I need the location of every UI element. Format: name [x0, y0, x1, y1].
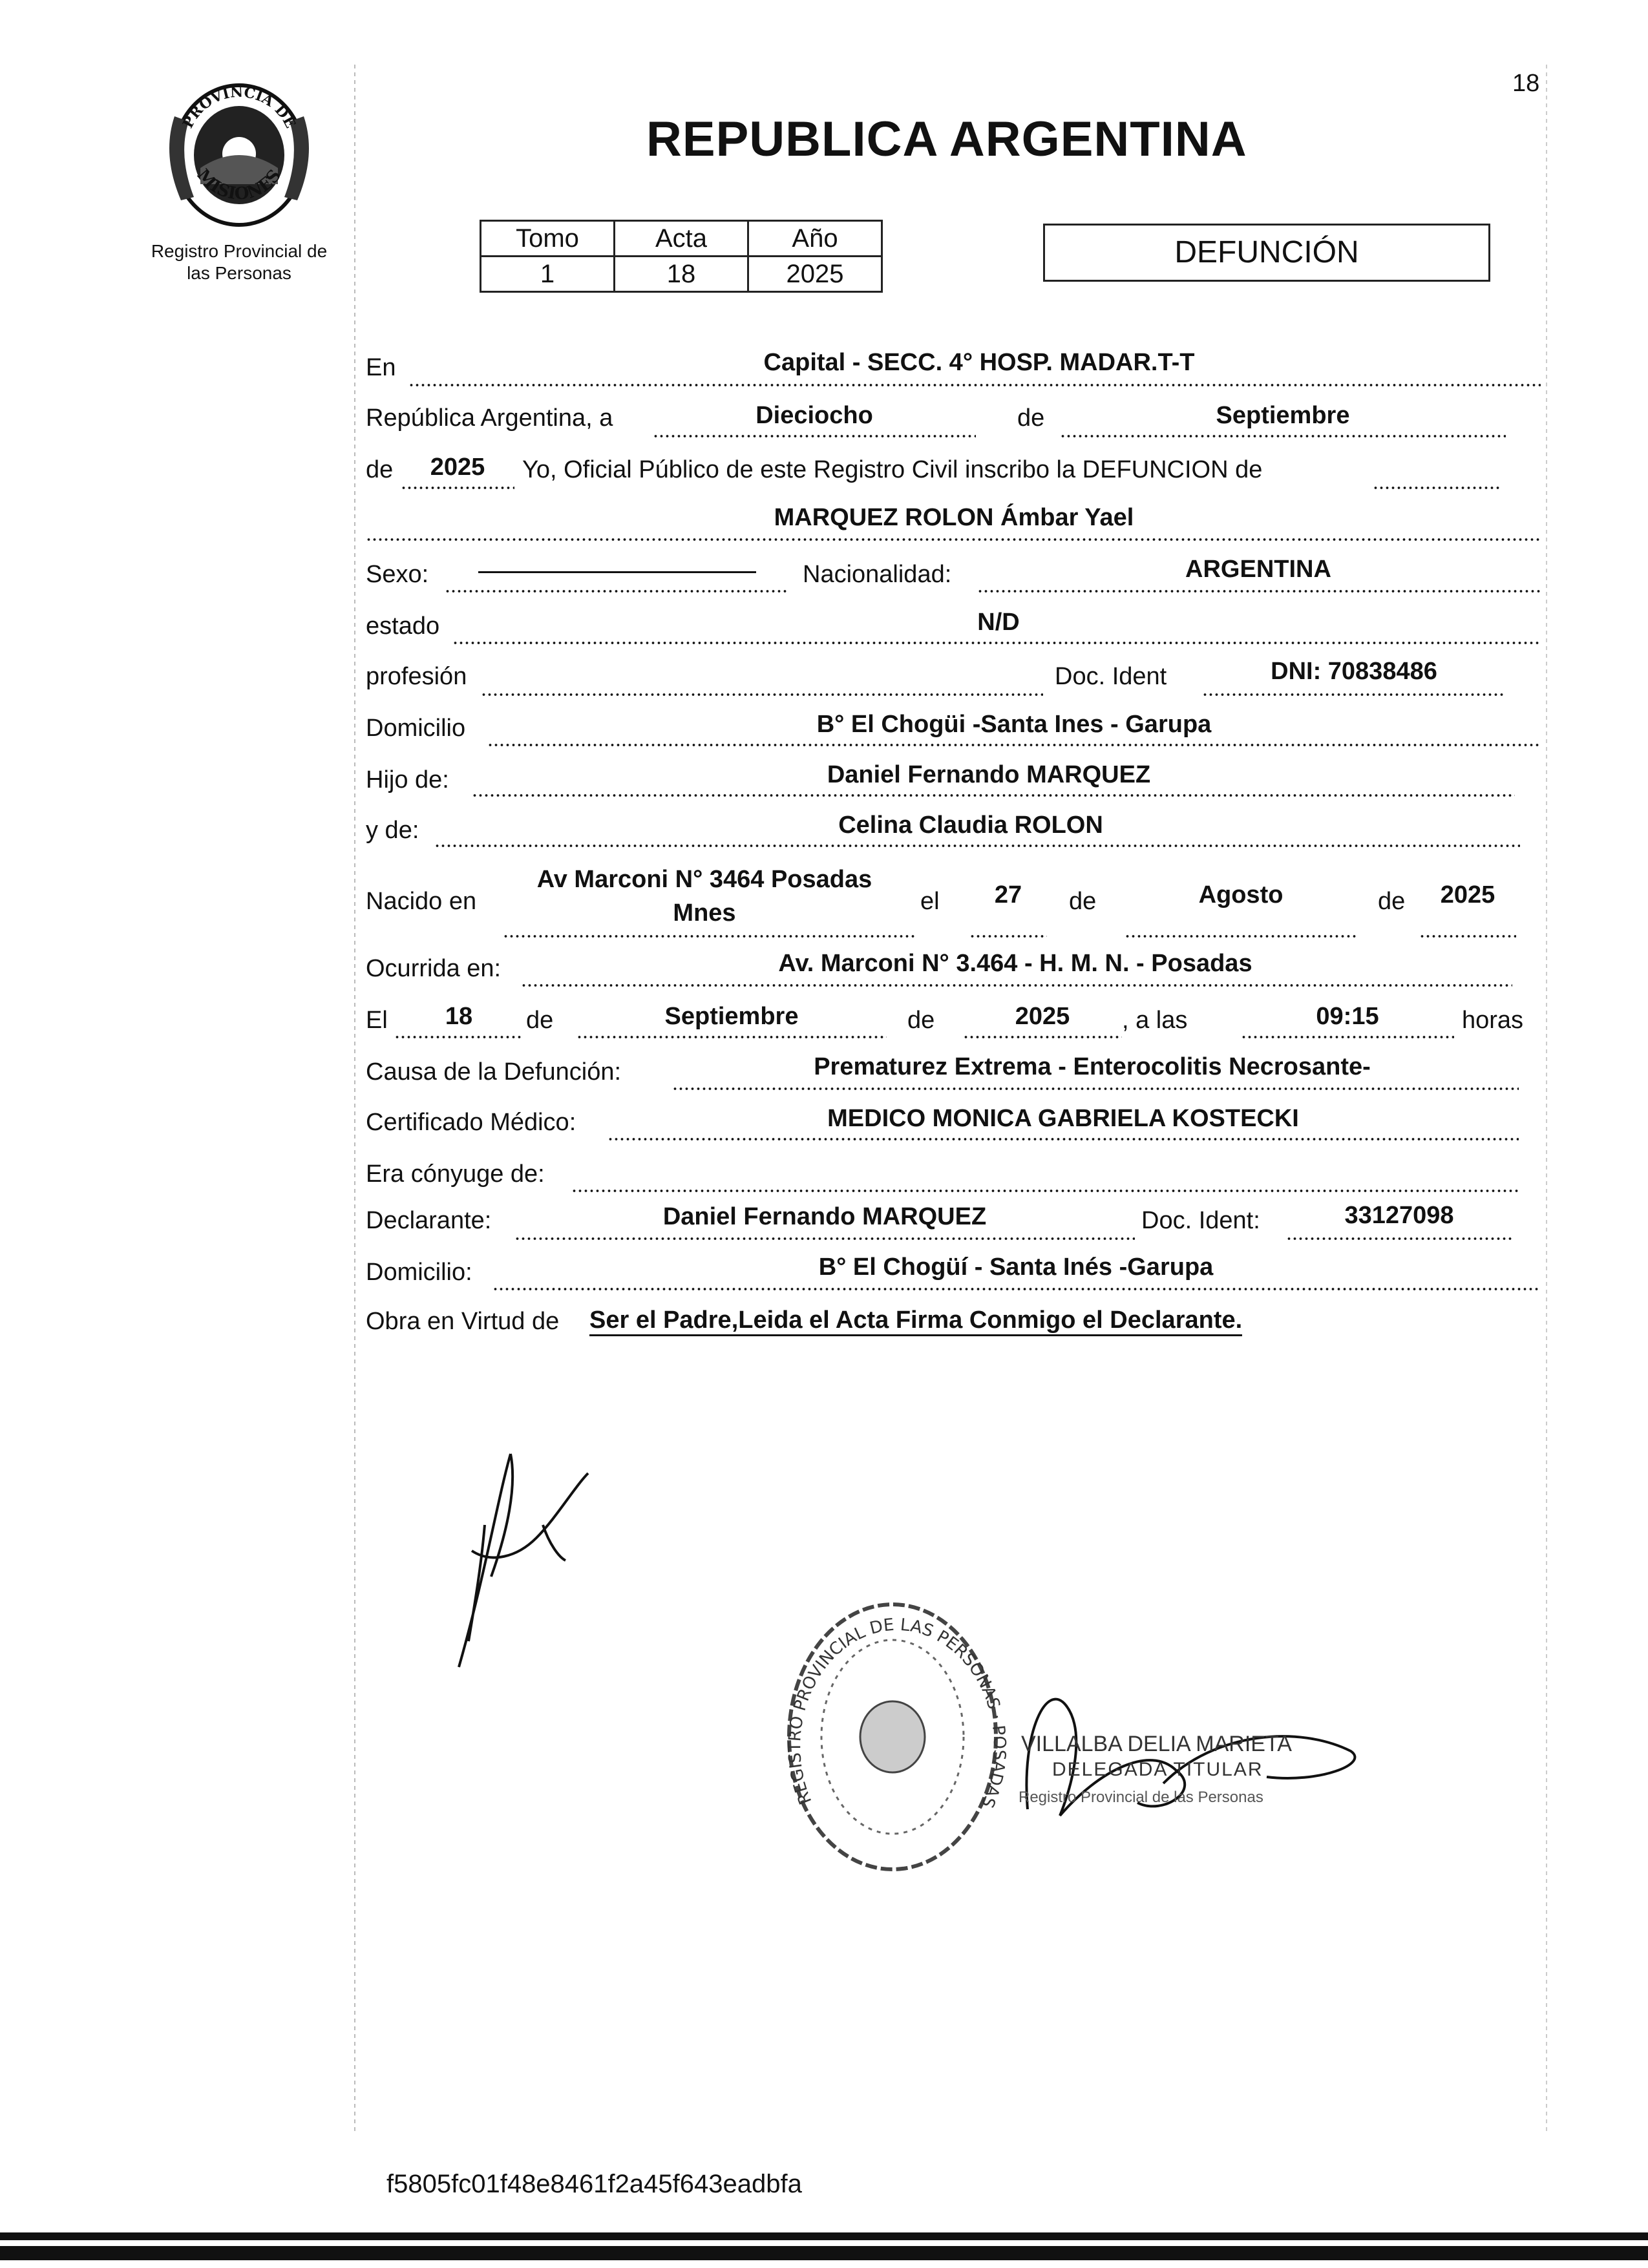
death-de2-label: de: [907, 1007, 935, 1034]
birth-day-value: 27: [994, 881, 1022, 908]
doc-ident-value: DNI: 70838486: [1271, 658, 1437, 685]
month-de-label: de: [1017, 404, 1045, 432]
record-table-value-ano: 2025: [748, 257, 882, 292]
certificado-value: MEDICO MONICA GABRIELA KOSTECKI: [827, 1105, 1299, 1132]
nacido-dotted-line: [503, 934, 916, 938]
birth-month-value: Agosto: [1198, 881, 1284, 908]
registry-name: [129, 240, 349, 284]
name-dotted-line: [366, 538, 1541, 541]
nacido-label: Nacido en: [366, 888, 477, 915]
yo-dotted-line: [1373, 486, 1502, 490]
death-year-value: 2025: [1015, 1003, 1070, 1030]
record-table-header: Tomo: [481, 221, 615, 257]
record-type-box: DEFUNCIÓN: [1043, 224, 1490, 282]
declarante-dotted-line: [514, 1237, 1135, 1241]
record-table-header-row: [481, 221, 882, 257]
declarante-label: Declarante:: [366, 1207, 492, 1234]
yo-text: Yo, Oficial Público de este Registro Civil inscribo la DEFUNCION de: [522, 456, 1263, 483]
record-table: [480, 220, 883, 293]
month-value: Septiembre: [1216, 402, 1350, 429]
obra-label: Obra en Virtud de: [366, 1308, 560, 1335]
death-day-dotted-line: [394, 1035, 523, 1039]
death-de1-label: de: [526, 1007, 554, 1034]
death-day-value: 18: [445, 1003, 473, 1030]
record-table-header: Acta: [615, 221, 748, 257]
alas-label: , a las: [1122, 1007, 1188, 1034]
hijo-dotted-line: [472, 793, 1515, 797]
certificado-label: Certificado Médico:: [366, 1109, 576, 1136]
hijo-value: Daniel Fernando MARQUEZ: [827, 761, 1151, 788]
right-margin-line: [1546, 65, 1547, 2132]
record-table-value-row: [481, 257, 882, 292]
sexo-label: Sexo:: [366, 561, 429, 588]
birth-de2-label: de: [1378, 888, 1406, 915]
birth-month-dotted-line: [1125, 934, 1357, 938]
death-time-value: 09:15: [1316, 1003, 1379, 1030]
domicilio-label: Domicilio: [366, 715, 466, 742]
page-number: 18: [1512, 70, 1540, 97]
obra-value: Ser el Padre,Leida el Acta Firma Conmigo el Declarante.: [589, 1307, 1242, 1336]
death-el-label: El: [366, 1007, 388, 1034]
horas-label: horas: [1462, 1007, 1524, 1034]
sexo-blank-line: [478, 571, 756, 573]
conyuge-label: Era cónyuge de:: [366, 1160, 545, 1188]
registrar-name: VILLALBA DELIA MARIETA: [1021, 1732, 1292, 1756]
nacionalidad-value: ARGENTINA: [1185, 556, 1331, 583]
causa-label: Causa de la Defunción:: [366, 1058, 622, 1086]
decl-doc-dotted-line: [1286, 1237, 1512, 1241]
declarant-signature: [446, 1447, 601, 1680]
birth-de1-label: de: [1069, 888, 1097, 915]
svg-text:PROVINCIA DE: PROVINCIA DE: [179, 83, 299, 131]
ocurrida-value: Av. Marconi N° 3.464 - H. M. N. - Posadas: [778, 950, 1252, 977]
decl-domicilio-dotted-line: [492, 1287, 1541, 1291]
nacionalidad-label: Nacionalidad:: [803, 561, 952, 588]
yde-label: y de:: [366, 817, 419, 844]
record-table-value-tomo: 1: [481, 257, 615, 292]
domicilio-value: B° El Chogüi -Santa Ines - Garupa: [816, 711, 1212, 738]
ocurrida-dotted-line: [521, 983, 1512, 987]
decl-doc-value: 33127098: [1344, 1202, 1454, 1229]
en-dotted-line: [408, 383, 1541, 387]
registrar-role: DELEGADA TITULAR: [1052, 1759, 1263, 1780]
estado-value: N/D: [977, 609, 1020, 636]
month-dotted-line: [1060, 434, 1506, 438]
death-month-dotted-line: [576, 1035, 887, 1039]
year-value: 2025: [430, 454, 485, 481]
birth-el-label: el: [920, 888, 940, 915]
death-month-value: Septiembre: [664, 1003, 799, 1030]
registrar-org: Registro Provincial de las Personas: [1019, 1789, 1263, 1806]
record-table-header: Año: [748, 221, 882, 257]
registry-name-line1: Registro Provincial de: [151, 241, 328, 261]
doc-dotted-line: [1202, 693, 1506, 697]
domicilio-dotted-line: [487, 743, 1541, 747]
causa-value: Prematurez Extrema - Enterocolitis Necrosante-: [814, 1053, 1371, 1080]
official-stamp: [773, 1582, 1012, 1885]
scan-edge-bar: [0, 2232, 1648, 2240]
certificado-dotted-line: [607, 1137, 1519, 1141]
day-words-value: Dieciocho: [755, 402, 873, 429]
doc-ident-label: Doc. Ident: [1055, 663, 1167, 690]
declarante-value: Daniel Fernando MARQUEZ: [662, 1203, 987, 1230]
record-table-value-acta: 18: [615, 257, 748, 292]
en-value: Capital - SECC. 4° HOSP. MADAR.T-T: [763, 349, 1195, 376]
estado-dotted-line: [452, 641, 1541, 645]
yde-value: Celina Claudia ROLON: [838, 812, 1103, 839]
birth-day-dotted-line: [969, 934, 1047, 938]
ocurrida-label: Ocurrida en:: [366, 955, 502, 982]
republica-label: República Argentina, a: [366, 404, 613, 432]
nacido-place-line1: Av Marconi N° 3464 Posadas: [536, 866, 872, 893]
sexo-dotted-line: [445, 589, 787, 593]
year-de-label: de: [366, 456, 394, 483]
decl-domicilio-label: Domicilio:: [366, 1259, 472, 1286]
death-time-dotted-line: [1241, 1035, 1454, 1039]
svg-text:REGISTRO PROVINCIAL DE LAS PER: REGISTRO PROVINCIAL DE LAS PERSONAS · POSADAS: [785, 1615, 1009, 1811]
nacionalidad-dotted-line: [977, 589, 1541, 593]
decl-domicilio-value: B° El Chogüí - Santa Inés -Garupa: [818, 1254, 1214, 1281]
hijo-label: Hijo de:: [366, 766, 449, 793]
scan-edge-bar: [0, 2246, 1648, 2260]
yde-dotted-line: [434, 844, 1520, 848]
decl-doc-label: Doc. Ident:: [1141, 1207, 1260, 1234]
birth-year-value: 2025: [1440, 881, 1495, 908]
provincial-seal-logo: [155, 71, 323, 233]
estado-label: estado: [366, 613, 440, 640]
registry-name-line2: las Personas: [187, 263, 291, 283]
svg-text:MISIONES: MISIONES: [193, 165, 286, 204]
birth-year-dotted-line: [1419, 934, 1516, 938]
nacido-place-line2: Mnes: [673, 899, 736, 927]
en-label: En: [366, 354, 396, 381]
death-year-dotted-line: [963, 1035, 1122, 1039]
causa-dotted-line: [672, 1087, 1519, 1091]
document-hash: f5805fc01f48e8461f2a45f643eadbfa: [386, 2170, 802, 2198]
deceased-name: MARQUEZ ROLON Ámbar Yael: [774, 504, 1134, 531]
left-margin-line: [354, 65, 355, 2132]
year-dotted-line: [401, 486, 514, 490]
profesion-label: profesión: [366, 663, 467, 690]
conyuge-dotted-line: [571, 1189, 1519, 1193]
day-dotted-line: [653, 434, 976, 438]
profesion-dotted-line: [481, 693, 1043, 697]
document-title: REPUBLICA ARGENTINA: [646, 112, 1247, 167]
